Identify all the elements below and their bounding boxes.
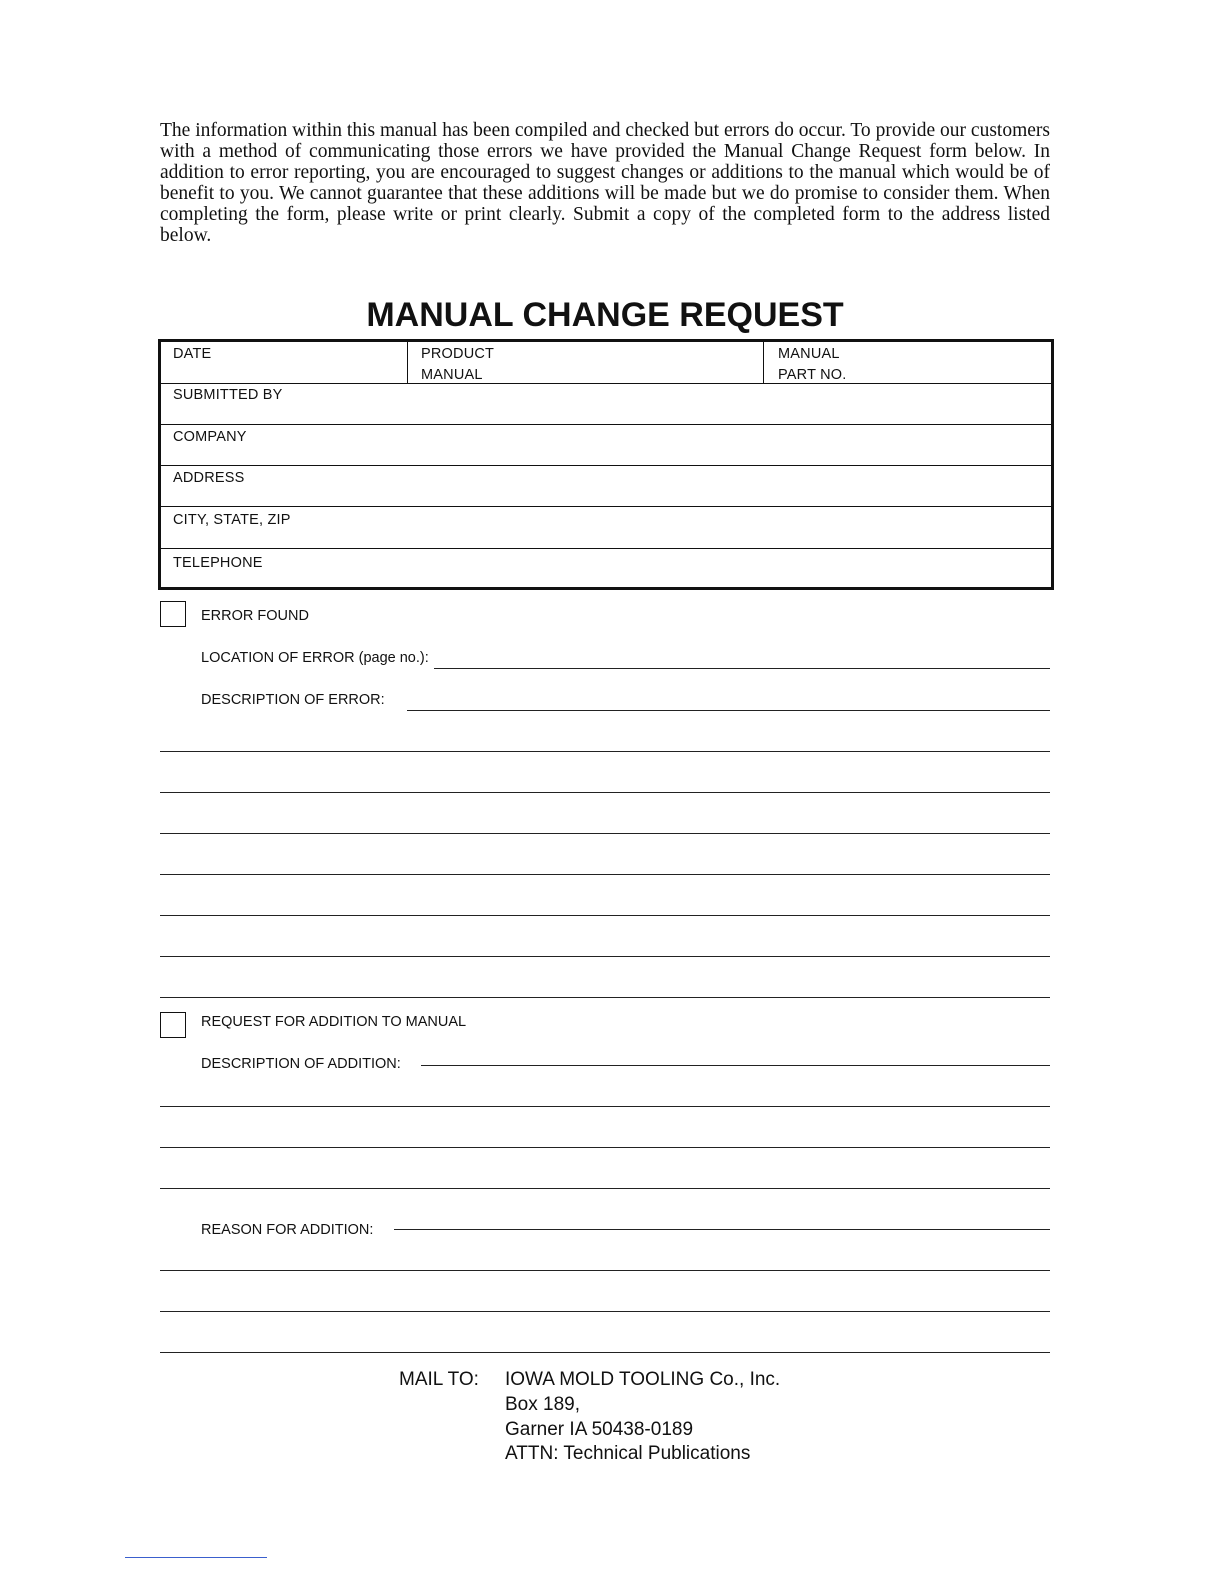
footer-rule: [125, 1557, 267, 1558]
manual-part-no-field[interactable]: [763, 342, 1051, 383]
error-found-label: ERROR FOUND: [201, 608, 309, 624]
error-description-line[interactable]: [160, 751, 1050, 752]
date-field[interactable]: [161, 342, 407, 383]
product-manual-field[interactable]: [407, 342, 764, 383]
city-state-zip-label: CITY, STATE, ZIP: [173, 512, 291, 528]
product-manual-label: MANUAL: [421, 367, 483, 383]
mail-to-attn: ATTN: Technical Publications: [505, 1443, 751, 1464]
description-of-addition-label: DESCRIPTION OF ADDITION:: [201, 1056, 401, 1072]
error-description-line[interactable]: [160, 956, 1050, 957]
description-of-addition-line[interactable]: [421, 1065, 1050, 1066]
request-addition-label: REQUEST FOR ADDITION TO MANUAL: [201, 1014, 467, 1030]
location-of-error-label: LOCATION OF ERROR (page no.):: [201, 650, 429, 666]
reason-line[interactable]: [160, 1311, 1050, 1312]
reason-line[interactable]: [160, 1270, 1050, 1271]
reason-for-addition-label: REASON FOR ADDITION:: [201, 1222, 374, 1238]
company-field[interactable]: [161, 425, 1051, 466]
addition-description-line[interactable]: [160, 1147, 1050, 1148]
manual-label: MANUAL: [778, 346, 840, 362]
city-state-zip-field[interactable]: [161, 507, 1051, 549]
description-of-error-line[interactable]: [407, 710, 1050, 711]
mail-to-box: Box 189,: [505, 1394, 580, 1415]
submitted-by-field[interactable]: [161, 383, 1051, 425]
address-label: ADDRESS: [173, 470, 245, 486]
company-label: COMPANY: [173, 429, 247, 445]
part-no-label: PART NO.: [778, 367, 847, 383]
request-addition-checkbox[interactable]: [160, 1012, 186, 1038]
product-label: PRODUCT: [421, 346, 495, 362]
error-description-line[interactable]: [160, 915, 1050, 916]
telephone-label: TELEPHONE: [173, 555, 263, 571]
telephone-field[interactable]: [161, 549, 1051, 587]
submitted-by-label: SUBMITTED BY: [173, 387, 283, 403]
mail-to-company: IOWA MOLD TOOLING Co., Inc.: [505, 1369, 781, 1390]
address-field[interactable]: [161, 466, 1051, 507]
error-description-line[interactable]: [160, 833, 1050, 834]
mail-to-label: MAIL TO:: [399, 1369, 479, 1390]
description-of-error-label: DESCRIPTION OF ERROR:: [201, 692, 385, 708]
form-title: MANUAL CHANGE REQUEST: [366, 296, 844, 334]
reason-for-addition-line[interactable]: [394, 1229, 1050, 1230]
addition-description-line[interactable]: [160, 1106, 1050, 1107]
error-description-line[interactable]: [160, 792, 1050, 793]
requester-info-box: [158, 339, 1054, 590]
intro-paragraph: The information within this manual has been compiled and checked but errors do occur. To provide our customers with a method of communicating those errors we have provided the Manual Change Request form below. In addition to error reporting, you are encouraged to suggest changes or additions to the manual which would be of benefit to you. We cannot guarantee that these additions will be made but we do promise to consider them. When completing the form, please write or print clearly. Submit a copy of the completed form to the address listed below.: [160, 120, 1050, 246]
error-found-checkbox[interactable]: [160, 601, 186, 627]
addition-description-line[interactable]: [160, 1188, 1050, 1189]
reason-line[interactable]: [160, 1352, 1050, 1353]
mail-to-city: Garner IA 50438-0189: [505, 1419, 694, 1440]
row-date-product-partno: [161, 342, 1051, 384]
date-label: DATE: [173, 346, 212, 362]
location-of-error-line[interactable]: [434, 668, 1050, 669]
error-description-line[interactable]: [160, 874, 1050, 875]
error-description-line[interactable]: [160, 997, 1050, 998]
